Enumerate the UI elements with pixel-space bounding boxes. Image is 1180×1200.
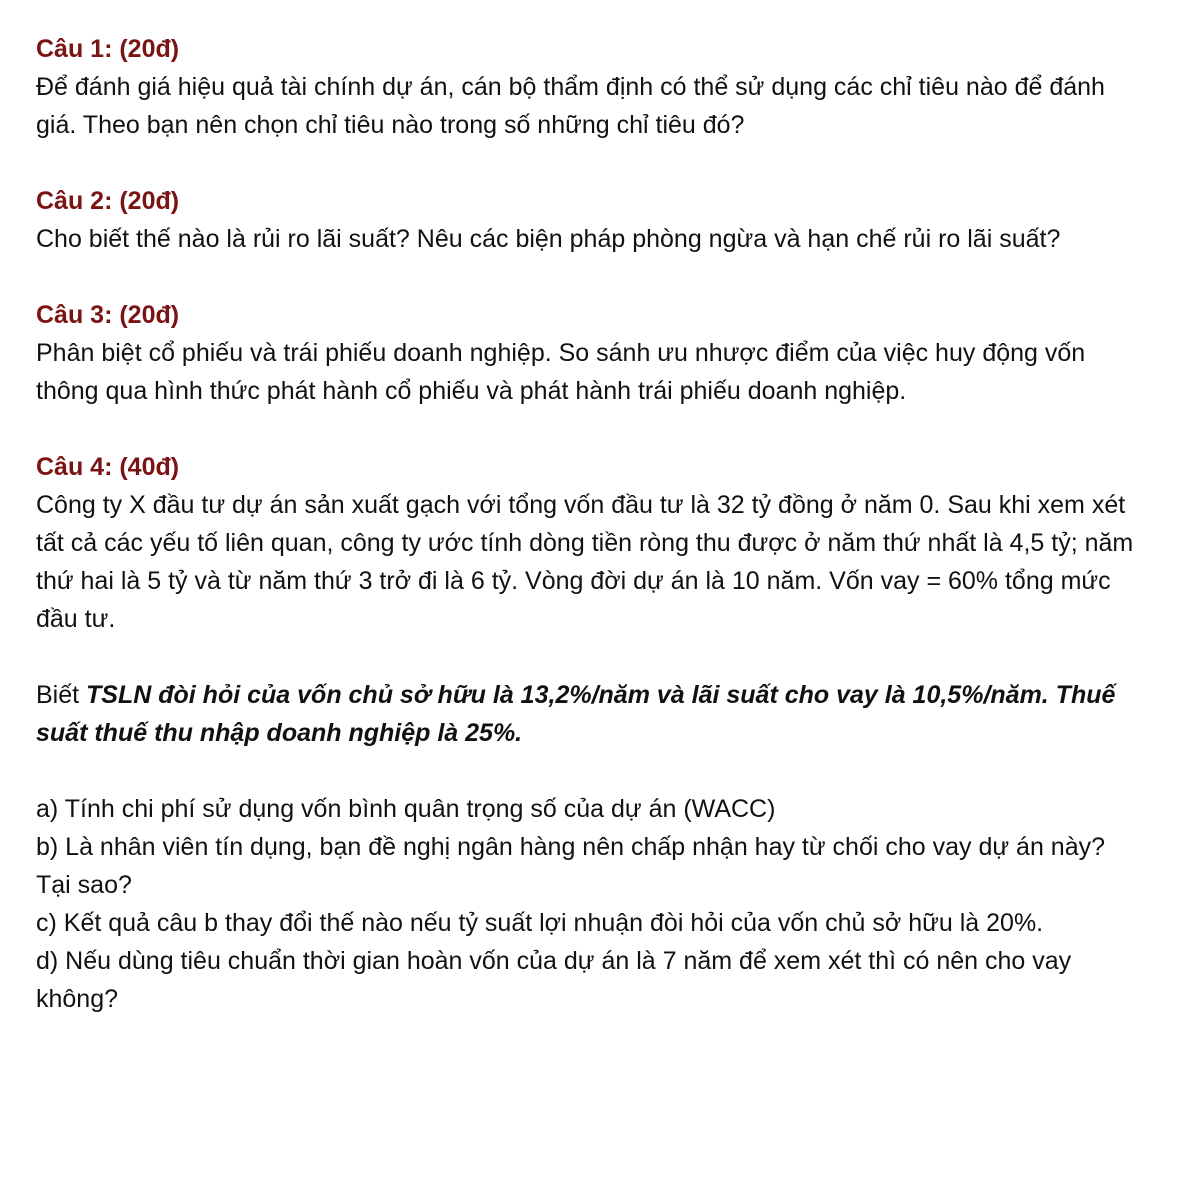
subquestion-d: d) Nếu dùng tiêu chuẩn thời gian hoàn vốn của dự án là 7 năm để xem xét thì có nên cho vay không? bbox=[36, 947, 1072, 1013]
question-2-title: Câu 2: (20đ) bbox=[36, 187, 180, 215]
question-1 bbox=[36, 30, 1144, 144]
question-2-body: Cho biết thế nào là rủi ro lãi suất? Nêu các biện pháp phòng ngừa và hạn chế rủi ro lãi suất? bbox=[36, 225, 1061, 253]
question-3-title: Câu 3: (20đ) bbox=[36, 301, 180, 329]
question-4-body: Công ty X đầu tư dự án sản xuất gạch với tổng vốn đầu tư là 32 tỷ đồng ở năm 0. Sau khi xem xét tất cả các yếu tố liên quan, công ty ước tính dòng tiền ròng thu được ở năm thứ nhất là 4,5 tỷ; năm thứ hai là 5 tỷ và từ năm thứ 3 trở đi là 6 tỷ. Vòng đời dự án là 10 năm. Vốn vay = 60% tổng mức đầu tư. bbox=[36, 491, 1134, 633]
question-2 bbox=[36, 182, 1144, 258]
question-4-title: Câu 4: (40đ) bbox=[36, 453, 180, 481]
question-4-subquestions bbox=[36, 790, 1144, 1018]
subquestion-a: a) Tính chi phí sử dụng vốn bình quân trọng số của dự án (WACC) bbox=[36, 795, 776, 823]
question-1-body: Để đánh giá hiệu quả tài chính dự án, cán bộ thẩm định có thể sử dụng các chỉ tiêu nào để đánh giá. Theo bạn nên chọn chỉ tiêu nào trong số những chỉ tiêu đó? bbox=[36, 73, 1105, 139]
subquestion-c: c) Kết quả câu b thay đổi thế nào nếu tỷ suất lợi nhuận đòi hỏi của vốn chủ sở hữu là 20%. bbox=[36, 909, 1044, 937]
subquestion-b: b) Là nhân viên tín dụng, bạn đề nghị ngân hàng nên chấp nhận hay từ chối cho vay dự án này? Tại sao? bbox=[36, 833, 1106, 899]
question-3 bbox=[36, 296, 1144, 410]
question-1-title: Câu 1: (20đ) bbox=[36, 35, 180, 63]
question-4-given-emphasis: TSLN đòi hỏi của vốn chủ sở hữu là 13,2%/năm và lãi suất cho vay là 10,5%/năm. Thuế suất thuế thu nhập doanh nghiệp là 25%. bbox=[36, 681, 1116, 747]
question-4-given-prefix: Biết bbox=[36, 681, 87, 709]
question-3-body: Phân biệt cổ phiếu và trái phiếu doanh nghiệp. So sánh ưu nhược điểm của việc huy động vốn thông qua hình thức phát hành cổ phiếu và phát hành trái phiếu doanh nghiệp. bbox=[36, 339, 1086, 405]
question-4 bbox=[36, 448, 1144, 1018]
question-4-given bbox=[36, 676, 1144, 752]
